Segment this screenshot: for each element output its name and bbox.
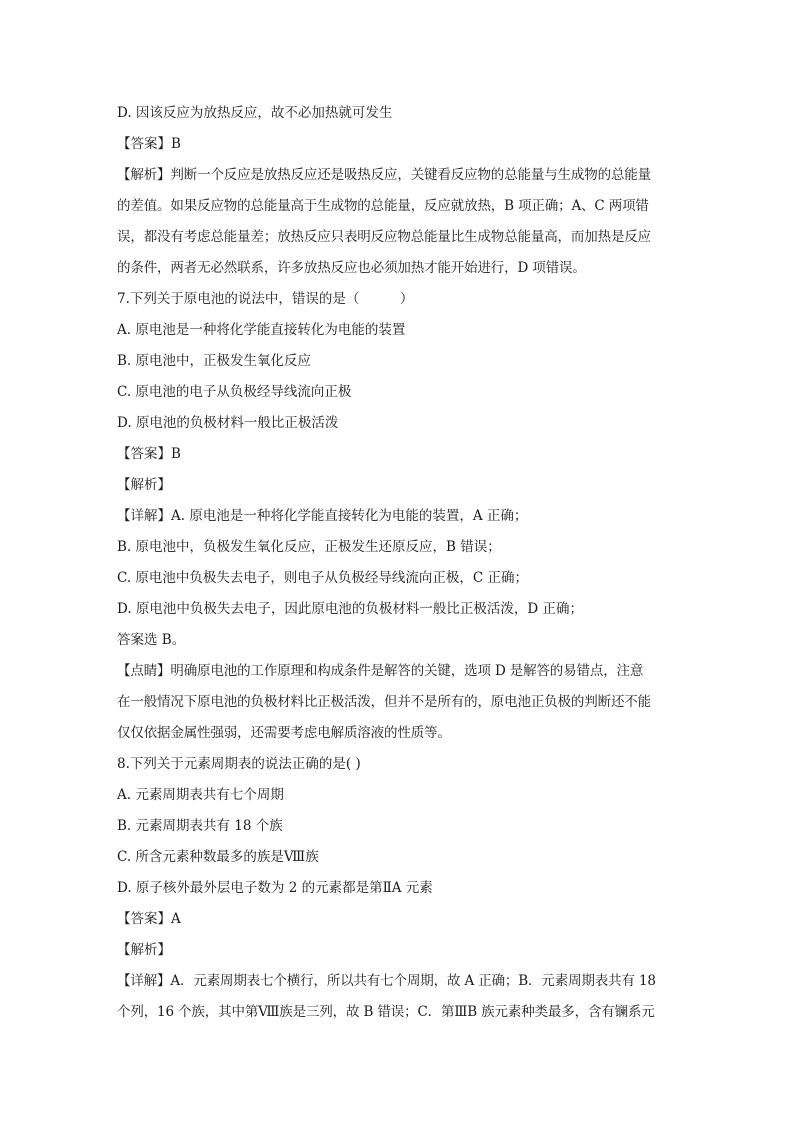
analysis-line: 的差值。如果反应物的总能量高于生成物的总能量，反应就放热，B 项正确；A、C 两项错 — [117, 198, 649, 214]
document-body — [117, 100, 682, 1030]
analysis-line: 误，都没有考虑总能量差；放热反应只表明反应物总能量比生成物总能量高，而加热是反应 — [117, 229, 651, 245]
answer-choice-line: 答案选 B。 — [117, 632, 186, 648]
question-7-option-d: D. 原电池的负极材料一般比正极活泼 — [117, 415, 339, 431]
detail-line: D. 原电池中负极失去电子，因此原电池的负极材料一般比正极活泼，D 正确； — [117, 601, 584, 617]
analysis-heading: 【解析】 — [117, 477, 171, 493]
option-d-text: D. 因该反应为放热反应，故不必加热就可发生 — [117, 105, 393, 121]
key-point-line: 【点睛】明确原电池的工作原理和构成条件是解答的关键，选项 D 是解答的易错点，注意 — [117, 663, 644, 679]
answer-line: 【答案】B — [117, 446, 181, 462]
question-7-stem: 7.下列关于原电池的说法中，错误的是（ ） — [117, 291, 414, 307]
detail-line: C. 原电池中负极失去电子，则电子从负极经导线流向正极，C 正确； — [117, 570, 529, 586]
analysis-line: 【解析】判断一个反应是放热反应还是吸热反应，关键看反应物的总能量与生成物的总能量 — [117, 167, 651, 183]
question-8-option-b: B. 元素周期表共有 18 个族 — [117, 818, 283, 834]
question-8-stem: 8.下列关于元素周期表的说法正确的是( ) — [117, 756, 361, 772]
analysis-line: 的条件，两者无必然联系，许多放热反应也必须加热才能开始进行，D 项错误。 — [117, 260, 586, 276]
detail-line: 【详解】A. 原电池是一种将化学能直接转化为电能的装置，A 正确； — [117, 508, 528, 524]
question-7-option-a: A. 原电池是一种将化学能直接转化为电能的装置 — [117, 322, 406, 338]
question-8-option-c: C. 所含元素种数最多的族是Ⅷ族 — [117, 849, 319, 865]
answer-line: 【答案】A — [117, 911, 181, 927]
key-point-line: 仅仅依据金属性强弱，还需要考虑电解质溶液的性质等。 — [117, 725, 451, 741]
question-8-option-d: D. 原子核外最外层电子数为 2 的元素都是第ⅡA 元素 — [117, 880, 433, 896]
detail-line: B. 原电池中，负极发生氧化反应，正极发生还原反应，B 错误； — [117, 539, 501, 555]
key-point-line: 在一般情况下原电池的负极材料比正极活泼，但并不是所有的，原电池正负极的判断还不能 — [117, 694, 651, 710]
analysis-heading: 【解析】 — [117, 942, 171, 958]
question-7-option-c: C. 原电池的电子从负极经导线流向正极 — [117, 384, 352, 400]
question-8-option-a: A. 元素周期表共有七个周期 — [117, 787, 284, 803]
question-7-option-b: B. 原电池中，正极发生氧化反应 — [117, 353, 312, 369]
detail-line: 【详解】A．元素周期表七个横行，所以共有七个周期，故 A 正确；B．元素周期表共有 18 — [117, 973, 656, 989]
answer-line: 【答案】B — [117, 136, 181, 152]
detail-line: 个列，16 个族，其中第Ⅷ族是三列，故 B 错误；C．第ⅢB 族元素种类最多，含有镧系元 — [117, 1004, 655, 1020]
